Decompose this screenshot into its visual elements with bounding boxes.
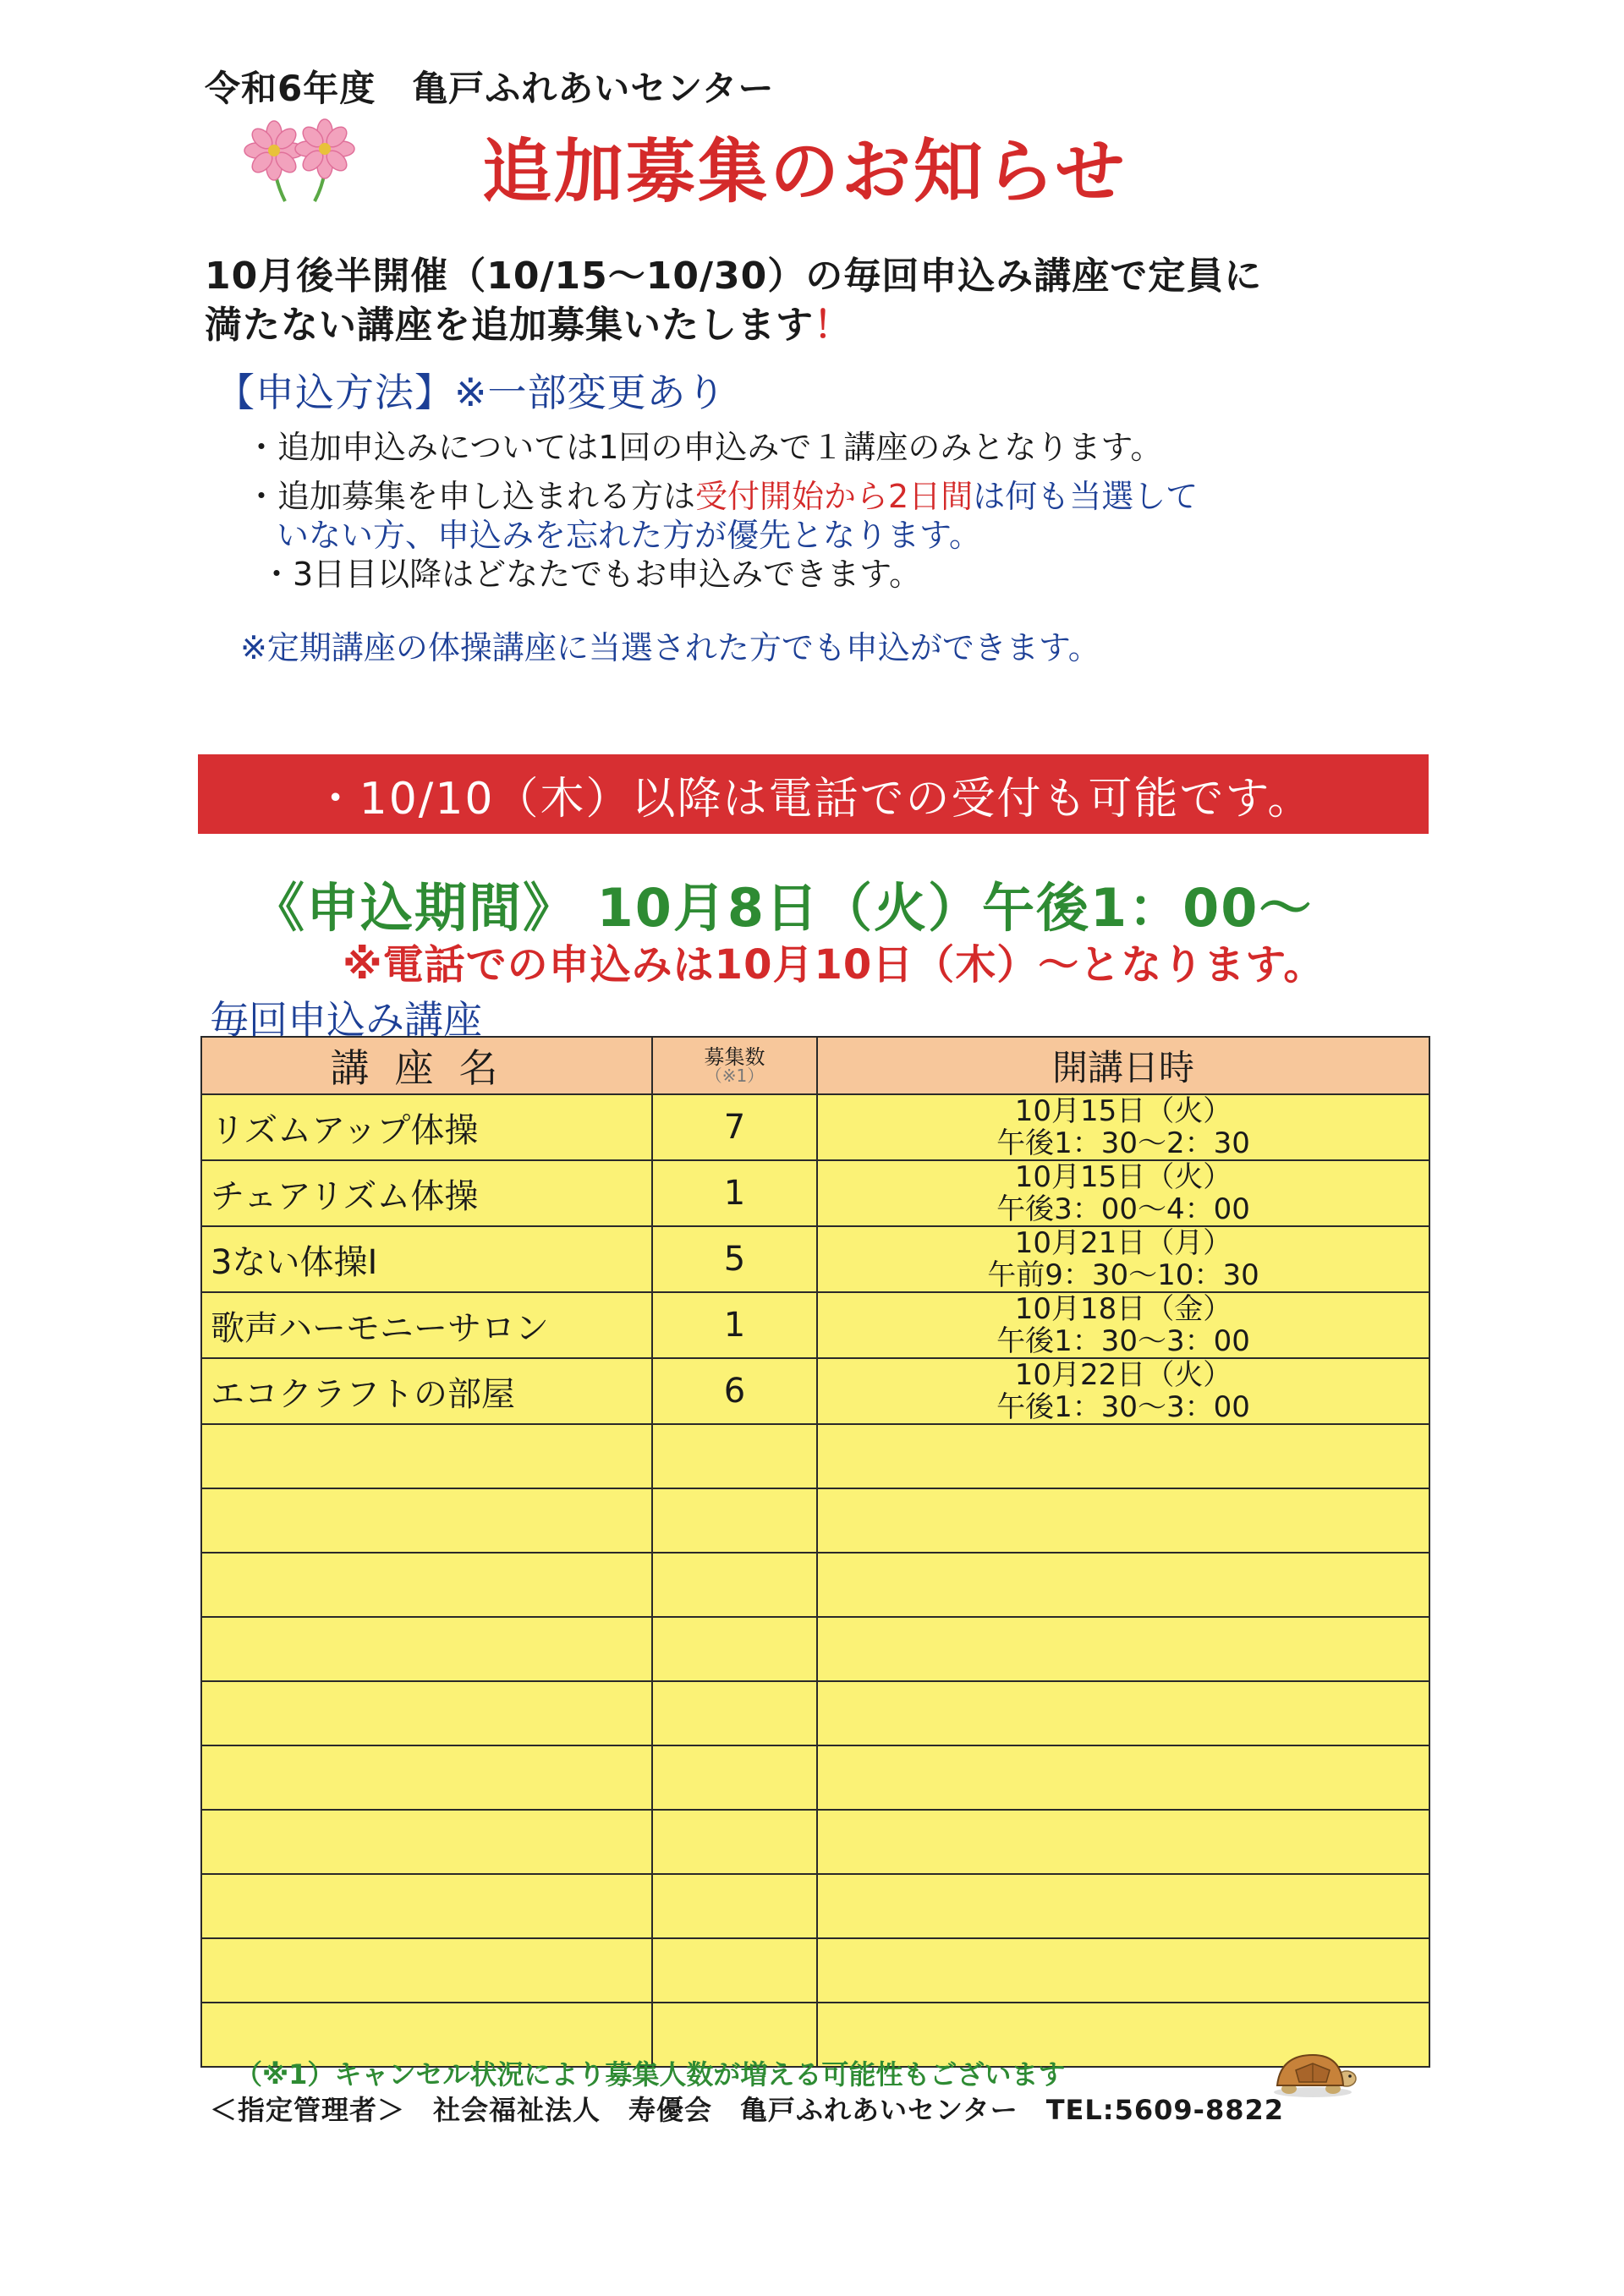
empty-cell bbox=[817, 1938, 1429, 2003]
empty-cell bbox=[652, 1488, 817, 1553]
slots-cell: 5 bbox=[652, 1226, 817, 1292]
method-bullet-2-line-2: いない方、申込みを忘れた方が優先となります。 bbox=[277, 517, 981, 554]
datetime-cell bbox=[817, 1358, 1429, 1424]
phone-application-note: ※電話での申込みは10月10日（木）～となります。 bbox=[343, 941, 1325, 989]
empty-cell bbox=[201, 1553, 652, 1617]
table-row bbox=[201, 1292, 1429, 1358]
empty-cell bbox=[201, 1617, 652, 1681]
empty-cell bbox=[817, 1553, 1429, 1617]
course-date: 10月15日（火） bbox=[1014, 1094, 1232, 1128]
empty-cell bbox=[201, 1745, 652, 1810]
empty-cell bbox=[652, 1810, 817, 1874]
slots-cell: 7 bbox=[652, 1094, 817, 1160]
empty-table-row bbox=[201, 1488, 1429, 1553]
bullet-2-suffix: は何も当選して bbox=[973, 478, 1199, 515]
method-heading: 【申込方法】※一部変更あり bbox=[216, 370, 727, 415]
empty-cell bbox=[201, 1424, 652, 1488]
empty-table-row bbox=[201, 1424, 1429, 1488]
intro-line-2 bbox=[205, 294, 852, 348]
empty-cell bbox=[652, 1617, 817, 1681]
empty-cell bbox=[201, 1681, 652, 1745]
bullet-2-highlight: 受付開始から2日間 bbox=[695, 478, 974, 515]
center-title: 令和6年度 亀戸ふれあいセンター bbox=[205, 68, 775, 109]
course-table bbox=[200, 1036, 1430, 2068]
table-row bbox=[201, 1094, 1429, 1160]
empty-cell bbox=[817, 1617, 1429, 1681]
table-header-row bbox=[201, 1037, 1429, 1094]
column-header-course-name: 講座名 bbox=[201, 1037, 652, 1094]
course-date: 10月21日（月） bbox=[1014, 1226, 1232, 1260]
empty-cell bbox=[652, 1745, 817, 1810]
empty-cell bbox=[201, 1938, 652, 2003]
column-header-datetime: 開講日時 bbox=[817, 1037, 1429, 1094]
empty-cell bbox=[817, 1681, 1429, 1745]
empty-cell bbox=[652, 1938, 817, 2003]
course-name-cell: リズムアップ体操 bbox=[201, 1094, 652, 1160]
empty-cell bbox=[817, 1745, 1429, 1810]
empty-table-row bbox=[201, 1938, 1429, 2003]
exclamation-mark: ！ bbox=[814, 304, 852, 347]
column-header-slots bbox=[652, 1037, 817, 1094]
footer-contact: ＜指定管理者＞ 社会福祉法人 寿優会 亀戸ふれあいセンター TEL:5609-8822 bbox=[210, 2094, 1285, 2126]
empty-cell bbox=[201, 1874, 652, 1938]
datetime-cell bbox=[817, 1292, 1429, 1358]
empty-cell bbox=[652, 1424, 817, 1488]
course-table-body bbox=[201, 1094, 1429, 2067]
phone-acceptance-banner: ・10/10（木）以降は電話での受付も可能です。 bbox=[198, 754, 1429, 834]
regular-course-note: ※定期講座の体操講座に当選された方でも申込ができます。 bbox=[240, 629, 1100, 666]
slots-header-label: 募集数 bbox=[704, 1045, 765, 1069]
course-date: 10月18日（金） bbox=[1014, 1292, 1232, 1326]
method-bullet-3: ・3日目以降はどなたでもお申込みできます。 bbox=[261, 556, 922, 593]
empty-cell bbox=[652, 1681, 817, 1745]
course-date: 10月15日（火） bbox=[1014, 1160, 1232, 1194]
application-period: 《申込期間》 10月8日（火）午後1：00～ bbox=[252, 877, 1314, 939]
datetime-cell bbox=[817, 1160, 1429, 1226]
empty-table-row bbox=[201, 1681, 1429, 1745]
course-name-cell: エコクラフトの部屋 bbox=[201, 1358, 652, 1424]
empty-cell bbox=[817, 1488, 1429, 1553]
datetime-cell bbox=[817, 1226, 1429, 1292]
empty-table-row bbox=[201, 1617, 1429, 1681]
empty-cell bbox=[652, 1874, 817, 1938]
table-row bbox=[201, 1160, 1429, 1226]
course-date: 10月22日（火） bbox=[1014, 1358, 1232, 1392]
slots-header-note: （※1） bbox=[705, 1066, 765, 1086]
empty-cell bbox=[817, 1424, 1429, 1488]
empty-table-row bbox=[201, 1810, 1429, 1874]
cosmos-flowers-icon bbox=[239, 117, 365, 205]
empty-cell bbox=[652, 1553, 817, 1617]
empty-table-row bbox=[201, 1553, 1429, 1617]
slots-cell: 1 bbox=[652, 1292, 817, 1358]
main-title: 追加募集のお知らせ bbox=[482, 132, 1127, 212]
footnote: （※1）キャンセル状況により募集人数が増える可能性もございます bbox=[235, 2058, 1066, 2091]
empty-cell bbox=[817, 1810, 1429, 1874]
empty-table-row bbox=[201, 1874, 1429, 1938]
course-name-cell: 3ない体操Ⅰ bbox=[201, 1226, 652, 1292]
course-time: 午後3：00～4：00 bbox=[996, 1192, 1250, 1226]
slots-cell: 1 bbox=[652, 1160, 817, 1226]
intro-line-1: 10月後半開催（10/15～10/30）の毎回申込み講座で定員に bbox=[205, 255, 1263, 298]
table-row bbox=[201, 1358, 1429, 1424]
empty-table-row bbox=[201, 1745, 1429, 1810]
datetime-cell bbox=[817, 1094, 1429, 1160]
course-name-cell: 歌声ハーモニーサロン bbox=[201, 1292, 652, 1358]
slots-cell: 6 bbox=[652, 1358, 817, 1424]
course-time: 午後1：30～3：00 bbox=[996, 1324, 1250, 1358]
table-row bbox=[201, 1226, 1429, 1292]
intro-line-2-text: 満たない講座を追加募集いたします bbox=[205, 304, 814, 347]
empty-cell bbox=[201, 1810, 652, 1874]
course-time: 午後1：30～2：30 bbox=[996, 1126, 1250, 1160]
course-time: 午前9：30～10：30 bbox=[987, 1258, 1259, 1292]
course-time: 午後1：30～3：00 bbox=[996, 1390, 1250, 1424]
turtle-icon bbox=[1270, 2048, 1357, 2099]
empty-cell bbox=[817, 1874, 1429, 1938]
bullet-2-prefix: ・追加募集を申し込まれる方は bbox=[245, 478, 696, 515]
empty-cell bbox=[201, 1488, 652, 1553]
course-name-cell: チェアリズム体操 bbox=[201, 1160, 652, 1226]
course-list-heading: 毎回申込み講座 bbox=[210, 997, 482, 1043]
method-bullet-1: ・追加申込みについては1回の申込みで１講座のみとなります。 bbox=[245, 429, 1163, 466]
